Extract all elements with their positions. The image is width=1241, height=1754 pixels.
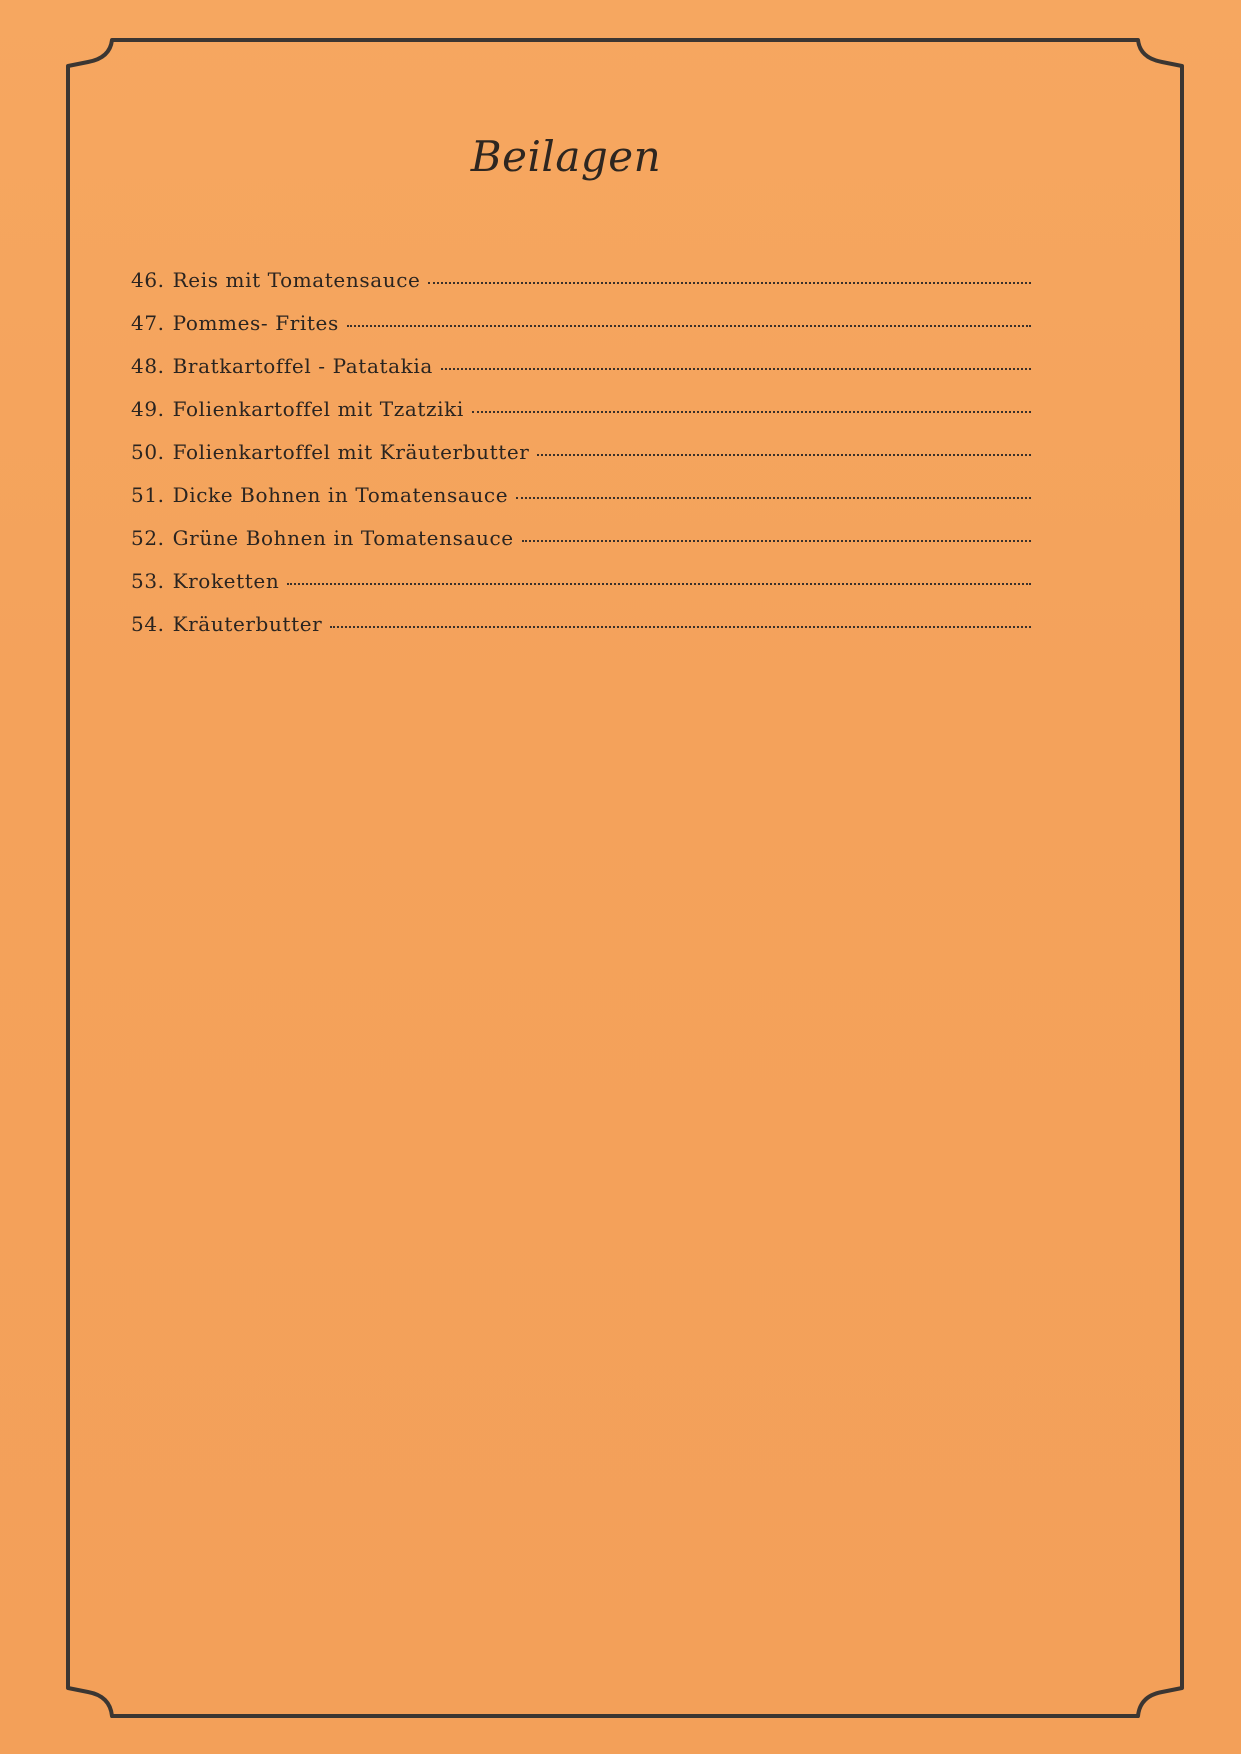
dot-leader <box>441 368 1031 370</box>
item-name: Grüne Bohnen in Tomatensauce <box>172 526 514 550</box>
list-item <box>131 397 1031 440</box>
list-item <box>131 569 1031 612</box>
item-name: Bratkartoffel - Patatakia <box>172 354 433 378</box>
item-number: 47. <box>131 311 165 335</box>
item-number: 54. <box>131 612 165 636</box>
item-name: Kräuterbutter <box>172 612 323 636</box>
dot-leader <box>472 411 1031 413</box>
item-name: Folienkartoffel mit Kräuterbutter <box>172 440 530 464</box>
item-number: 50. <box>131 440 165 464</box>
list-item <box>131 311 1031 354</box>
list-item <box>131 354 1031 397</box>
side-dish-list <box>131 268 1031 655</box>
item-number: 52. <box>131 526 165 550</box>
item-number: 49. <box>131 397 165 421</box>
list-item <box>131 483 1031 526</box>
dot-leader <box>537 454 1031 456</box>
dot-leader <box>428 282 1031 284</box>
item-name: Kroketten <box>172 569 280 593</box>
item-number: 48. <box>131 354 165 378</box>
item-name: Reis mit Tomatensauce <box>172 268 421 292</box>
dot-leader <box>287 583 1031 585</box>
page-title: Beilagen <box>470 132 662 181</box>
dot-leader <box>516 497 1031 499</box>
dot-leader <box>347 325 1031 327</box>
list-item <box>131 440 1031 483</box>
dot-leader <box>522 540 1031 542</box>
item-name: Dicke Bohnen in Tomatensauce <box>172 483 509 507</box>
item-number: 53. <box>131 569 165 593</box>
item-number: 46. <box>131 268 165 292</box>
list-item <box>131 268 1031 311</box>
item-number: 51. <box>131 483 165 507</box>
item-name: Pommes- Frites <box>172 311 339 335</box>
list-item <box>131 526 1031 569</box>
dot-leader <box>330 626 1031 628</box>
item-name: Folienkartoffel mit Tzatziki <box>172 397 464 421</box>
list-item <box>131 612 1031 655</box>
